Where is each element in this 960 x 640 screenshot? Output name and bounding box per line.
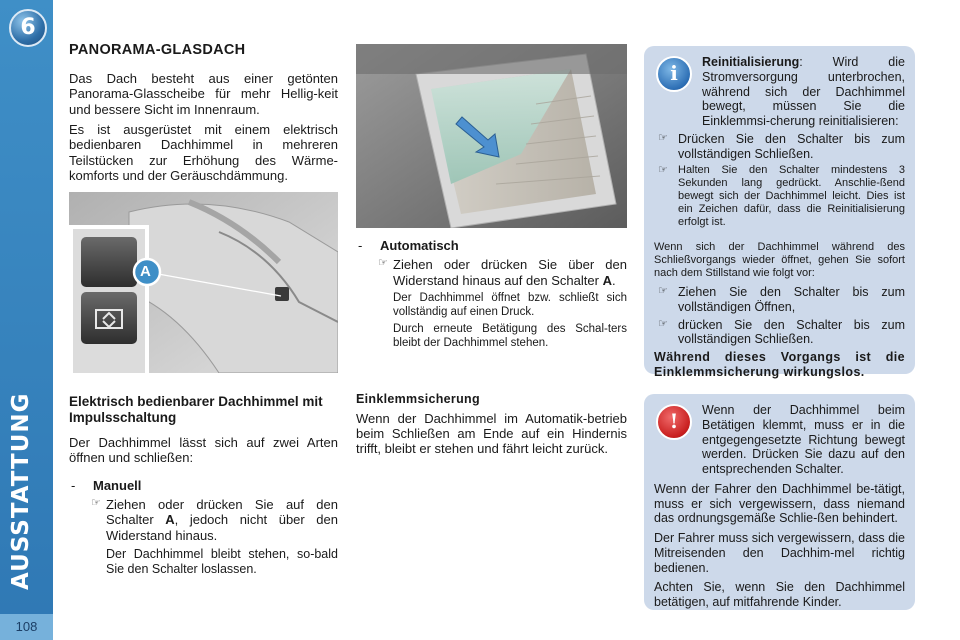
manuell-note: Der Dachhimmel bleibt stehen, so-bald Sie den Schalter loslassen. (106, 547, 338, 576)
mode-manuell (71, 478, 338, 493)
mode-label-automatisch: Automatisch (380, 238, 459, 253)
mode-dash: - (358, 238, 363, 253)
intro-paragraph-1: Das Dach besteht aus einer getönten Panorama-Glasscheibe für mehr Hellig-keit und bessere Sicht im Innenraum. (69, 71, 338, 117)
page-number: 108 (0, 614, 53, 640)
mode-label-manuell: Manuell (93, 477, 142, 493)
pointing-hand-icon: ☞ (658, 317, 668, 330)
automatisch-note-2: Durch erneute Betätigung des Schal-ters bleibt der Dachhimmel stehen. (393, 323, 627, 349)
section-heading-impuls: Elektrisch bedienbarer Dachhimmel mit Impulsschaltung (69, 394, 323, 425)
chapter-badge (9, 9, 47, 47)
pointing-hand-icon: ☞ (658, 164, 668, 177)
reinit-warning: Während dieses Vorgangs ist die Einklemmsicherung wirkungslos. (654, 350, 905, 379)
info-panel (644, 46, 915, 379)
mode-dash: - (71, 477, 76, 493)
switch-illustration-graphic (69, 192, 338, 373)
warning-icon: ! (656, 404, 692, 440)
manuell-step-text: Ziehen oder drücken Sie auf den Schalter A, jedoch nicht über den Widerstand hinaus. (106, 497, 338, 543)
chapter-number: 6 (20, 15, 36, 41)
automatisch-step-text: Ziehen oder drücken Sie über den Widerstand hinaus auf den Schalter A. (393, 257, 627, 288)
warning-paragraph-4: Achten Sie, wenn Sie den Dachhimmel betätigen, auf mitfahrende Kinder. (654, 580, 905, 609)
reinit-step-3: ☞ Ziehen Sie den Schalter bis zum vollständigen Öffnen, (654, 285, 905, 315)
roof-illustration (356, 44, 627, 228)
warning-paragraph-1: Wenn der Dachhimmel beim Betätigen klemmt, muss er in die entgegengesetzte Richtung bewegt werden. Drücken Sie dazu auf den entsprechenden Schalter. (702, 403, 905, 476)
roof-illustration-graphic (356, 44, 627, 228)
section-heading-einklemm: Einklemmsicherung (356, 392, 480, 406)
pointing-hand-icon: ☞ (378, 257, 388, 270)
automatisch-note-1: Der Dachhimmel öffnet bzw. schließt sich vollständig auf einen Druck. (393, 291, 627, 318)
modes-intro: Der Dachhimmel lässt sich auf zwei Arten öffnen und schließen: (69, 435, 338, 466)
page-title: PANORAMA-GLASDACH (69, 42, 246, 58)
pointing-hand-icon: ☞ (658, 131, 668, 144)
switch-illustration (69, 192, 338, 373)
section-title: AUSSTATTUNG (8, 392, 34, 590)
automatisch-step (378, 257, 627, 288)
reinit-title: Reinitialisierung (702, 55, 800, 69)
column-middle-lower (356, 392, 627, 462)
warning-panel (644, 394, 915, 610)
column-left (69, 42, 338, 188)
warning-paragraph-2: Wenn der Fahrer den Dachhimmel be-tätigt, muss er sich vergewissern, dass niemand das ordnungsgemäße Schlie-ßen behindert. (654, 481, 905, 526)
column-middle (356, 238, 627, 350)
manuell-step (91, 497, 338, 543)
einklemm-text: Wenn der Dachhimmel im Automatik-betrieb beim Schließen am Ende auf ein Hindernis trifft, bleibt er stehen und fährt leicht zurück. (356, 410, 627, 457)
intro-paragraph-2: Es ist ausgerüstet mit einem elektrisch bedienbaren Dachhimmel in mehreren Teilstücken zur Erhöhung des Wärme-komforts und der Geräuschdämmung. (69, 122, 338, 184)
reinit-note: Wenn sich der Dachhimmel während des Schließvorgangs wieder öffnet, gehen Sie sofort nach dem Stillstand wie folgt vor: (654, 241, 905, 280)
reinit-step-4: ☞ drücken Sie den Schalter bis zum vollständigen Schließen. (654, 318, 905, 348)
chapter-sidebar (0, 0, 53, 640)
callout-label-a: A (140, 263, 151, 280)
column-left-lower (69, 394, 338, 577)
reinit-step-2: ☞ Halten Sie den Schalter mindestens 3 Sekunden lang gedrückt. Anschlie-ßend bewegt sich der Dachhimmel leicht. Dies ist ein Zeichen dafür, dass die Reinitialisierung erfolgt ist. (654, 164, 905, 229)
info-icon: i (656, 56, 692, 92)
pointing-hand-icon: ☞ (91, 497, 101, 510)
pointing-hand-icon: ☞ (658, 285, 668, 297)
reinit-step-1: ☞ Drücken Sie den Schalter bis zum vollständigen Schließen. (654, 132, 905, 162)
warning-paragraph-3: Der Fahrer muss sich vergewissern, dass die Mitreisenden den Dachhim-mel richtig bedienen. (654, 531, 905, 575)
reinit-intro: Reinitialisierung: Wird die Stromversorgung unterbrochen, während sich der Dachhimmel bewegt, müssen Sie die Einklemmsi-cherung reinitialisieren: (702, 55, 905, 128)
mode-automatisch (358, 238, 627, 253)
